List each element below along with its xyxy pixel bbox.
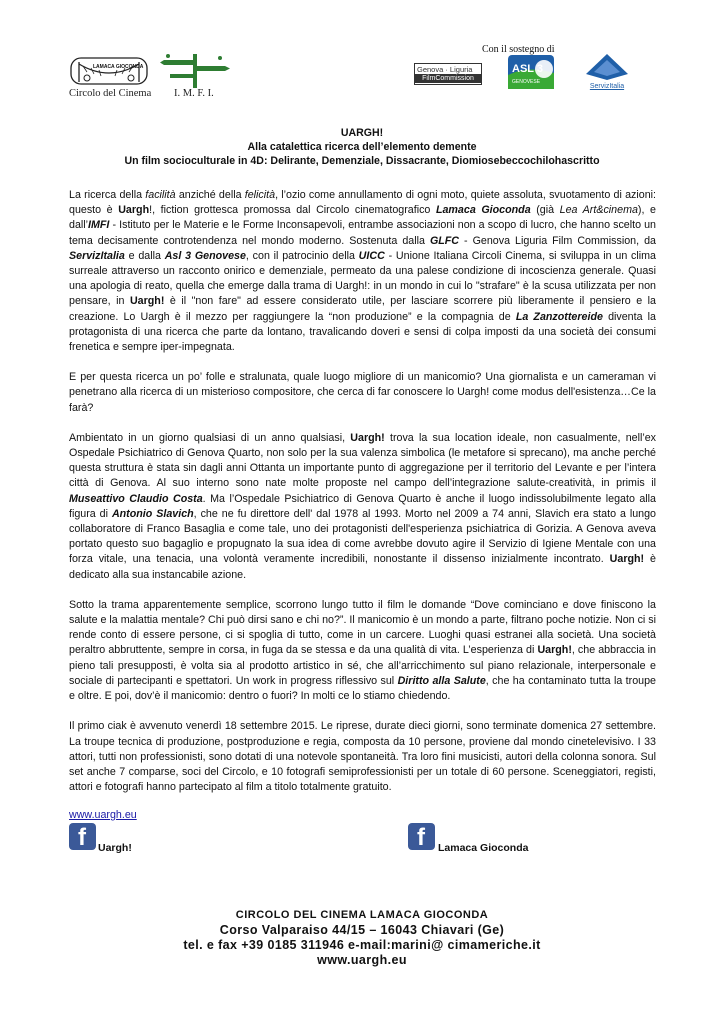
footer: [60, 908, 664, 968]
imfi-logo: [160, 52, 230, 88]
facebook-icon[interactable]: [69, 823, 96, 850]
subtitle-2: Un film socioculturale in 4D: Delirante, Demenziale, Dissacrante, Diomiosebeccochilohascritto: [124, 155, 600, 167]
asl3-genovese-logo: [508, 55, 554, 89]
text-run: Uargh!: [537, 644, 572, 657]
text-run: Il primo ciak è avvenuto venerdì 18 settembre 2015. Le riprese, durate dieci giorni, sono terminate domenica 27 settembre. La troupe tecnica di produzione, postproduzione e regia, composta da 10 persone, proviene dal mondo cinetelevisivo. I 33 attori, tutti non professionisti, sono dotati di una notevole spontaneità. Tra loro fini musicisti, autori della colonna sonora. Sul set anche 7 comparse, soci del Circolo, e 10 fotografi semiprofessionisti per un totale di 60 persone. Sceneggiatori, registi, attori e fotografi hanno partecipato al film a titolo totalmente gratuito.: [69, 720, 656, 794]
text-run: Diritto alla Salute: [397, 674, 486, 687]
text-run: Lamaca Gioconda: [435, 204, 531, 217]
subtitle-1: Alla catalettica ricerca dell’elemento demente: [247, 141, 477, 153]
paragraph-5: [69, 719, 656, 795]
signpost-icon: [160, 52, 230, 88]
footer-address: Corso Valparaiso 44/15 – 16043 Chiavari (Ge): [219, 923, 505, 937]
sponsor2-sub: GENOVESE: [512, 79, 541, 85]
text-run: felicità: [244, 189, 276, 201]
article-body: [69, 188, 656, 810]
text-run: è dedicato alla sua instancabile azione.: [69, 553, 656, 581]
text-run: La ricerca della: [69, 189, 146, 201]
text-run: , che ha contaminato tutta la troupe e oltre. E poi, dov’è il manicomio: dentro o fuori? In molti ce lo stiamo chiedendo.: [69, 674, 656, 703]
facebook-icon[interactable]: [408, 823, 435, 850]
sponsor1-line2: FilmCommission: [415, 74, 481, 83]
sponsor2-text: ASL 3: [512, 63, 543, 75]
facebook-glyph: f: [417, 824, 425, 851]
text-run: anziché della: [175, 189, 245, 201]
footer-contact: tel. e fax +39 0185 311946 e-mail:marini@ cimameriche.it: [183, 938, 541, 952]
lamaca-logo-text: LAMACA GIOCONDA: [93, 64, 144, 70]
text-run: diventa la protagonista di una ricerca che parte da lontano, travalicando doveri e sensi di colpa imposti da una società dei consumi frenetica e sempre iper-impegnata.: [69, 310, 657, 354]
facebook-glyph: f: [78, 824, 86, 851]
support-label: Con il sostegno di: [482, 44, 555, 55]
text-run: E per questa ricerca un po’ folle e stralunata, quale luogo migliore di un manicomio? Una giornalista e un cameraman vi penetrano alla ricerca di un misterioso compositore, che cerca di far conoscere lo Uargh! come modus dell'esistenza…Ce la farà?: [69, 371, 656, 414]
paragraph-4: [69, 598, 656, 704]
text-run: , con il patrocinio della: [245, 249, 359, 262]
text-run: , l’ozio come annullamento di ogni moto, quiete assoluta, svuotamento di azioni: questo è: [69, 189, 656, 217]
text-run: IMFI: [88, 219, 110, 232]
sponsor1-line1: Genova · Liguria: [417, 65, 473, 74]
text-run: , che ne fu direttore dell' dal 1978 al 1993. Morto nel 2009 a 74 anni, Slavich era stato a lungo collaboratore di Franco Basaglia e come tale, uno dei protagonisti dell'esperienza psichiatrica di Gorizia. A Genova aveva portato questo suo bagaglio e propugnato la sua idea di come avrebbe dovuto agire il Servizio di Igiene Mentale con una forza vitale, una tenacia, una volontà veramente incredibili, nonostante il dissenso inizialmente incontrato.: [69, 507, 656, 566]
text-run: UICC: [358, 249, 385, 262]
text-run: . Ma l’Ospedale Psichiatrico di Genova Quarto è anche il luogo indissolubilmente legato alla figura di: [69, 492, 657, 520]
text-run: Asl 3 Genovese: [164, 249, 246, 262]
paragraph-3: [69, 431, 656, 583]
footer-website: www.uargh.eu: [317, 953, 407, 967]
text-run: !, fiction grottesca promossa dal Circolo cinematografico: [149, 204, 436, 217]
text-run: Lea Art&cinema: [559, 204, 638, 217]
facebook-lamaca-label[interactable]: Lamaca Gioconda: [438, 842, 529, 854]
paragraph-1: [69, 188, 656, 355]
genova-liguria-film-commission-logo: [414, 63, 482, 85]
title-block: [60, 126, 664, 168]
text-run: ), e dall’: [69, 204, 656, 232]
text-run: è il "non fare" ad essere considerato utile, per lasciare scorrere più liberamente il pensiero e la creazione. Lo Uargh è il mezzo per raggiungere la “non produzione” e la compagnia de: [69, 295, 656, 323]
circolo-caption: Circolo del Cinema: [69, 88, 152, 99]
lamaca-gioconda-logo: [69, 52, 149, 90]
text-run: - Istituto per le Materie e le Forme Inconsapevoli, entrambe associazioni non a scopo di lucro, che hanno scelto un tema decisamente controtendenza nel mondo moderno. Sostenuta dalla: [69, 219, 656, 247]
facebook-uargh-label[interactable]: Uargh!: [98, 842, 132, 854]
hammock-icon: [69, 52, 149, 90]
text-run: Uargh: [118, 204, 150, 217]
text-run: e dalla: [124, 249, 165, 262]
text-run: facilità: [145, 189, 176, 201]
text-run: La Zanzottereide: [515, 310, 603, 323]
text-run: - Genova Liguria Film Commission, da: [459, 234, 656, 247]
website-link[interactable]: www.uargh.eu: [69, 809, 137, 821]
text-run: - Unione Italiana Circoli Cinema, si sviluppa in un clima surreale attraverso un racconto onirico e demenziale, permeato da una palese condizione di incoscienza generale. Quasi una apologia di reato, quella che emerge dalla trama di Uargh!: in un mondo in cui lo "strafare" è la scusa utilizzata per non pensare, in: [69, 249, 656, 308]
text-run: trova la sua location ideale, non casualmente, nell’ex Ospedale Psichiatrico di Genova Quarto, non solo per la sua valenza simbolica (le metafore si sprecano), ma anche perché questa struttura è stata sin dagli anni Ottanta un importante punto di aggregazione per il territorio del Levante e per l’intera città di Genova. Al suo interno sono nate molte proposte nel campo dell’integrazione salute-creatività, in primis il: [69, 431, 657, 490]
text-run: Uargh!: [129, 295, 165, 308]
servizitalia-icon: [582, 52, 632, 82]
text-run: GLFC: [429, 234, 460, 247]
text-run: Uargh!: [609, 553, 645, 566]
text-run: Uargh!: [350, 431, 385, 444]
text-run: Museattivo Claudio Costa: [69, 492, 203, 505]
text-run: Sotto la trama apparentemente semplice, scorrono lungo tutto il film le domande “Dove cominciano e dove finiscono la salute e la malattia mentale? Chi può dirsi sano e chi no?”. Il manicomio è un mondo a parte, filtrano poche notizie. Non ci si rende conto di essere persone, ci si spoglia di tutto, come in un carcere. Luoghi quasi estranei alla società. Una società peraltro abbruttente, sempre in corsa, in fuga da se stessa e da una qualità di vita. L’esperienza di: [69, 598, 656, 657]
sponsor3-text: ServizItalia: [589, 83, 625, 90]
text-run: Antonio Slavich: [111, 507, 194, 520]
text-run: (già: [530, 204, 560, 217]
servizitalia-logo: [582, 52, 632, 92]
text-run: Ambientato in un giorno qualsiasi di un anno qualsiasi,: [69, 431, 351, 444]
text-run: , che abbraccia in pieno tali presupposti, è volta sia al prodotto artistico in sé, che all’arricchimento sul piano relazionale, interpersonale e sociale di partecipanti e spettatori. Un work in progress riflessivo sul: [69, 644, 656, 687]
imfi-caption: I. M. F. I.: [174, 88, 214, 99]
text-run: ServizItalia: [69, 249, 125, 262]
footer-org: CIRCOLO DEL CINEMA LAMACA GIOCONDA: [235, 909, 489, 921]
paragraph-2: [69, 370, 656, 416]
main-title: UARGH!: [340, 127, 384, 139]
